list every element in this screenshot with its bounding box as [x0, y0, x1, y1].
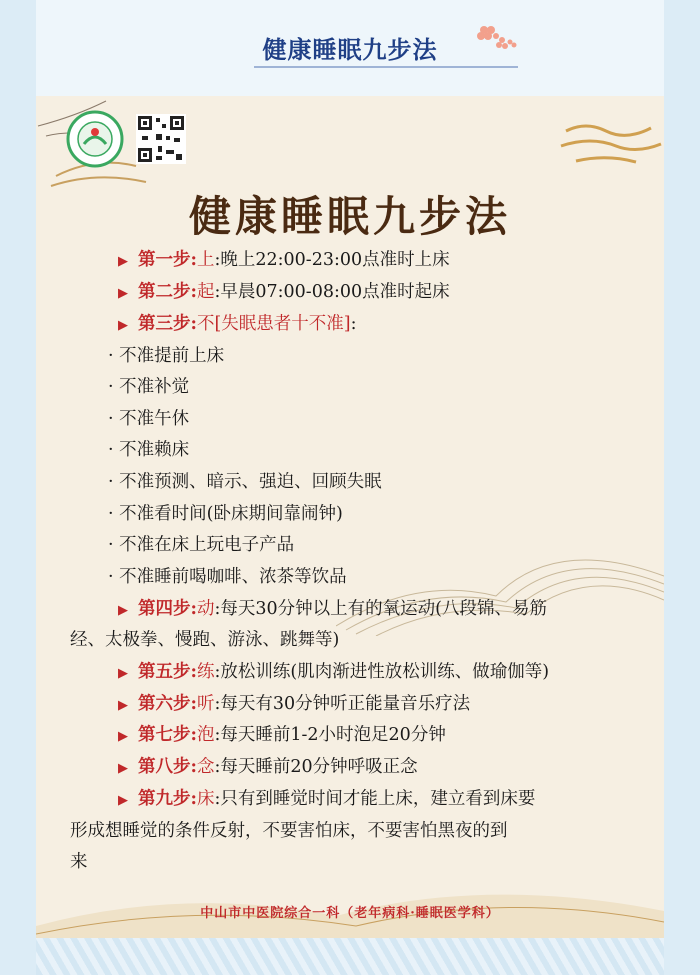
step-9: ▶ 第九步:床:只有到睡觉时间才能上床，建立看到床要	[118, 789, 536, 809]
poster	[36, 96, 664, 938]
step-5: ▶ 第五步:练:放松训练(肌肉渐进性放松训练、做瑜伽等)	[118, 662, 550, 682]
poster-title: 健康睡眠九步法	[188, 192, 511, 241]
step-1: ▶ 第一步:上:晚上22:00-23:00点准时上床	[118, 250, 450, 270]
list-item: · 不准在床上玩电子产品	[108, 535, 295, 555]
arrow-bullet-icon: ▶	[118, 603, 128, 618]
flower-icon	[476, 24, 526, 54]
step-4-continued: 经、太极拳、慢跑、游泳、跳舞等)	[70, 630, 340, 650]
step-6: ▶ 第六步:听:每天有30分钟听正能量音乐疗法	[118, 694, 471, 714]
header-title: 健康睡眠九步法	[262, 36, 438, 64]
hospital-logo	[66, 110, 124, 168]
bottom-band	[36, 938, 664, 975]
step-2: ▶ 第二步:起:早晨07:00-08:00点准时起床	[118, 282, 450, 302]
step-4: ▶ 第四步:动:每天30分钟以上有的氧运动(八段锦、易筋	[118, 599, 547, 619]
list-item: · 不准补觉	[108, 377, 190, 397]
list-item: · 不准看时间(卧床期间靠闹钟)	[108, 504, 343, 524]
list-item: · 不准午休	[108, 409, 190, 429]
arrow-bullet-icon: ▶	[118, 286, 128, 301]
step-9-continued-1: 形成想睡觉的条件反射，不要害怕床，不要害怕黑夜的到	[70, 821, 508, 841]
list-item: · 不准提前上床	[108, 346, 225, 366]
cloud-ornament	[556, 116, 664, 176]
header-underline	[254, 66, 518, 68]
list-item: · 不准赖床	[108, 440, 190, 460]
arrow-bullet-icon: ▶	[118, 318, 128, 333]
step-3: ▶ 第三步:不[失眠患者十不准]:	[118, 314, 357, 334]
bottom-mountain-ornament	[36, 856, 664, 938]
arrow-bullet-icon: ▶	[118, 793, 128, 808]
arrow-bullet-icon: ▶	[118, 254, 128, 269]
footer-text: 中山市中医院综合一科（老年病科·睡眠医学科）	[200, 906, 500, 921]
step-7: ▶ 第七步:泡:每天睡前1-2小时泡足20分钟	[118, 725, 446, 745]
list-item: · 不准预测、暗示、强迫、回顾失眠	[108, 472, 382, 492]
qr-code	[136, 114, 186, 164]
header-card	[36, 0, 664, 96]
arrow-bullet-icon: ▶	[118, 729, 128, 744]
arrow-bullet-icon: ▶	[118, 666, 128, 681]
step-9-continued-2: 来	[70, 852, 88, 872]
list-item: · 不准睡前喝咖啡、浓茶等饮品	[108, 567, 347, 587]
arrow-bullet-icon: ▶	[118, 761, 128, 776]
step-8: ▶ 第八步:念:每天睡前20分钟呼吸正念	[118, 757, 418, 777]
arrow-bullet-icon: ▶	[118, 698, 128, 713]
